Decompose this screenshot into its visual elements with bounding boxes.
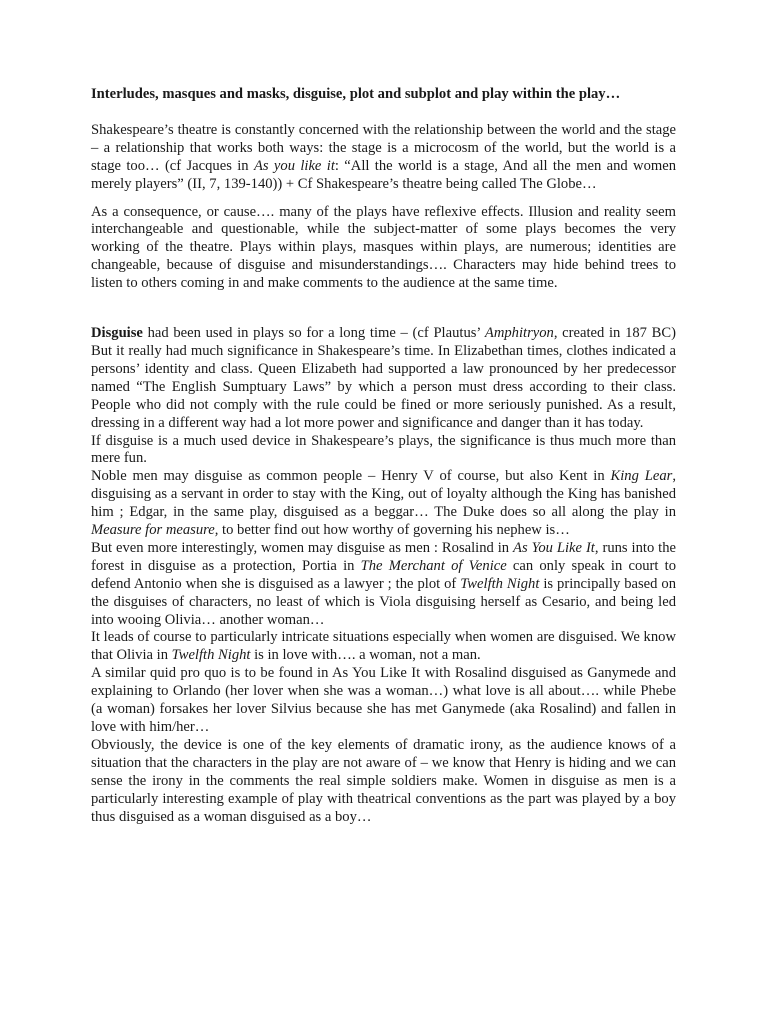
play-title: Amphitryon [484, 325, 554, 342]
paragraph-disguise-history [91, 325, 676, 432]
play-title: King Lear [610, 468, 673, 485]
text-span: Shakespeare’s theatre is constantly concerned with the relationship between the world and the stage – a relationship that works both ways: the stage is a microcosm of the world, but the world is a stage too… (cf Jacques in [91, 121, 676, 174]
keyword-disguise: Disguise [91, 325, 143, 342]
paragraph-dramatic-irony: Obviously, the device is one of the key elements of dramatic irony, as the audience knows of a situation that the characters in the play are not aware of – we know that Henry is hiding and we can sense the irony in the comments the real simple soldiers make. Women in disguise as men is a particularly interesting example of play with theatrical conventions as the part was played by a boy thus disguised as a woman disguised as a boy… [91, 736, 676, 825]
text-span: had been used in plays so for a long time – (cf Plautus’ [142, 325, 485, 342]
text-span: But even more interestingly, women may disguise as men : Rosalind in [91, 539, 514, 556]
play-title: Twelfth Night [460, 575, 540, 592]
text-span: It leads of course to particularly intricate situations especially when women are disguised. We know that Olivia in [91, 629, 676, 664]
play-title: As you like it [253, 157, 335, 174]
paragraph-quid-pro-quo: A similar quid pro quo is to be found in As You Like It with Rosalind disguised as Ganymede and explaining to Orlando (her lover when she was a woman…) what love is all about…. while Phebe (a woman) forsakes her lover Silvius because she has met Ganymede (aka Rosalind) and fallen in love with him/her… [91, 665, 676, 735]
paragraph-globe [91, 122, 676, 194]
document-title: Interludes, masques and masks, disguise, plot and subplot and play within the play… [91, 86, 621, 102]
paragraph-intricate [91, 629, 676, 665]
text-span: : “All the world is a stage, And all the men and women merely players” (II, 7, 139-140)) + Cf Shakespeare’s theatre being called The Globe… [91, 157, 676, 192]
play-title: Measure for measure, [91, 522, 219, 539]
paragraph-reflexive: As a consequence, or cause…. many of the plays have reflexive effects. Illusion and reality seem interchangeable and questionable, while the subject-matter of some plays becomes the very working of the theatre. Plays within plays, masques within plays, are numerous; identities are changeable, because of disguise and misunderstandings…. Characters may hide behind trees to listen to others coming in and make comments to the audience at the same time. [91, 203, 676, 292]
document-page [91, 86, 676, 826]
text-span: is principally based on the disguises of characters, no least of which is Viola disguising herself as Cesario, and being led into wooing Olivia… another woman… [91, 575, 676, 628]
play-title: As You Like It [513, 539, 595, 556]
text-span: Noble men may disguise as common people – Henry V of course, but also Kent in [91, 468, 611, 485]
text-span: to better find out how worthy of governing his nephew is… [218, 522, 570, 539]
text-span: is in love with…. a woman, not a man. [250, 647, 481, 664]
text-span: , runs into the forest in disguise as a protection, Portia in [91, 539, 677, 574]
section-gap [91, 303, 676, 325]
paragraph-significance: If disguise is a much used device in Shakespeare’s plays, the significance is thus much more than mere fun. [91, 432, 676, 467]
text-span: , created in 187 BC) But it really had much significance in Shakespeare’s time. In Elizabethan times, clothes indicated a persons’ identity and class. Queen Elizabeth had supported a law pronounced by her predecessor named “The English Sumptuary Laws” by which a person must dress according to their class. People who did not comply with the rule could be fined or more seriously punished. As a result, dressing in a different way had a lot more power and significance and danger than it has today. [91, 325, 676, 431]
paragraph-noble-men [91, 468, 676, 540]
text-span: , disguising as a servant in order to stay with the King, out of loyalty although the King has banished him ; Edgar, in the same play, disguised as a beggar… The Duke does so all along the play in [91, 468, 676, 521]
text-span: can only speak in court to defend Antonio when she is disguised as a lawyer ; the plot of [91, 557, 677, 592]
paragraph-women-disguise [91, 540, 676, 630]
play-title: The Merchant of Venice [360, 557, 507, 574]
play-title: Twelfth Night [171, 647, 251, 664]
